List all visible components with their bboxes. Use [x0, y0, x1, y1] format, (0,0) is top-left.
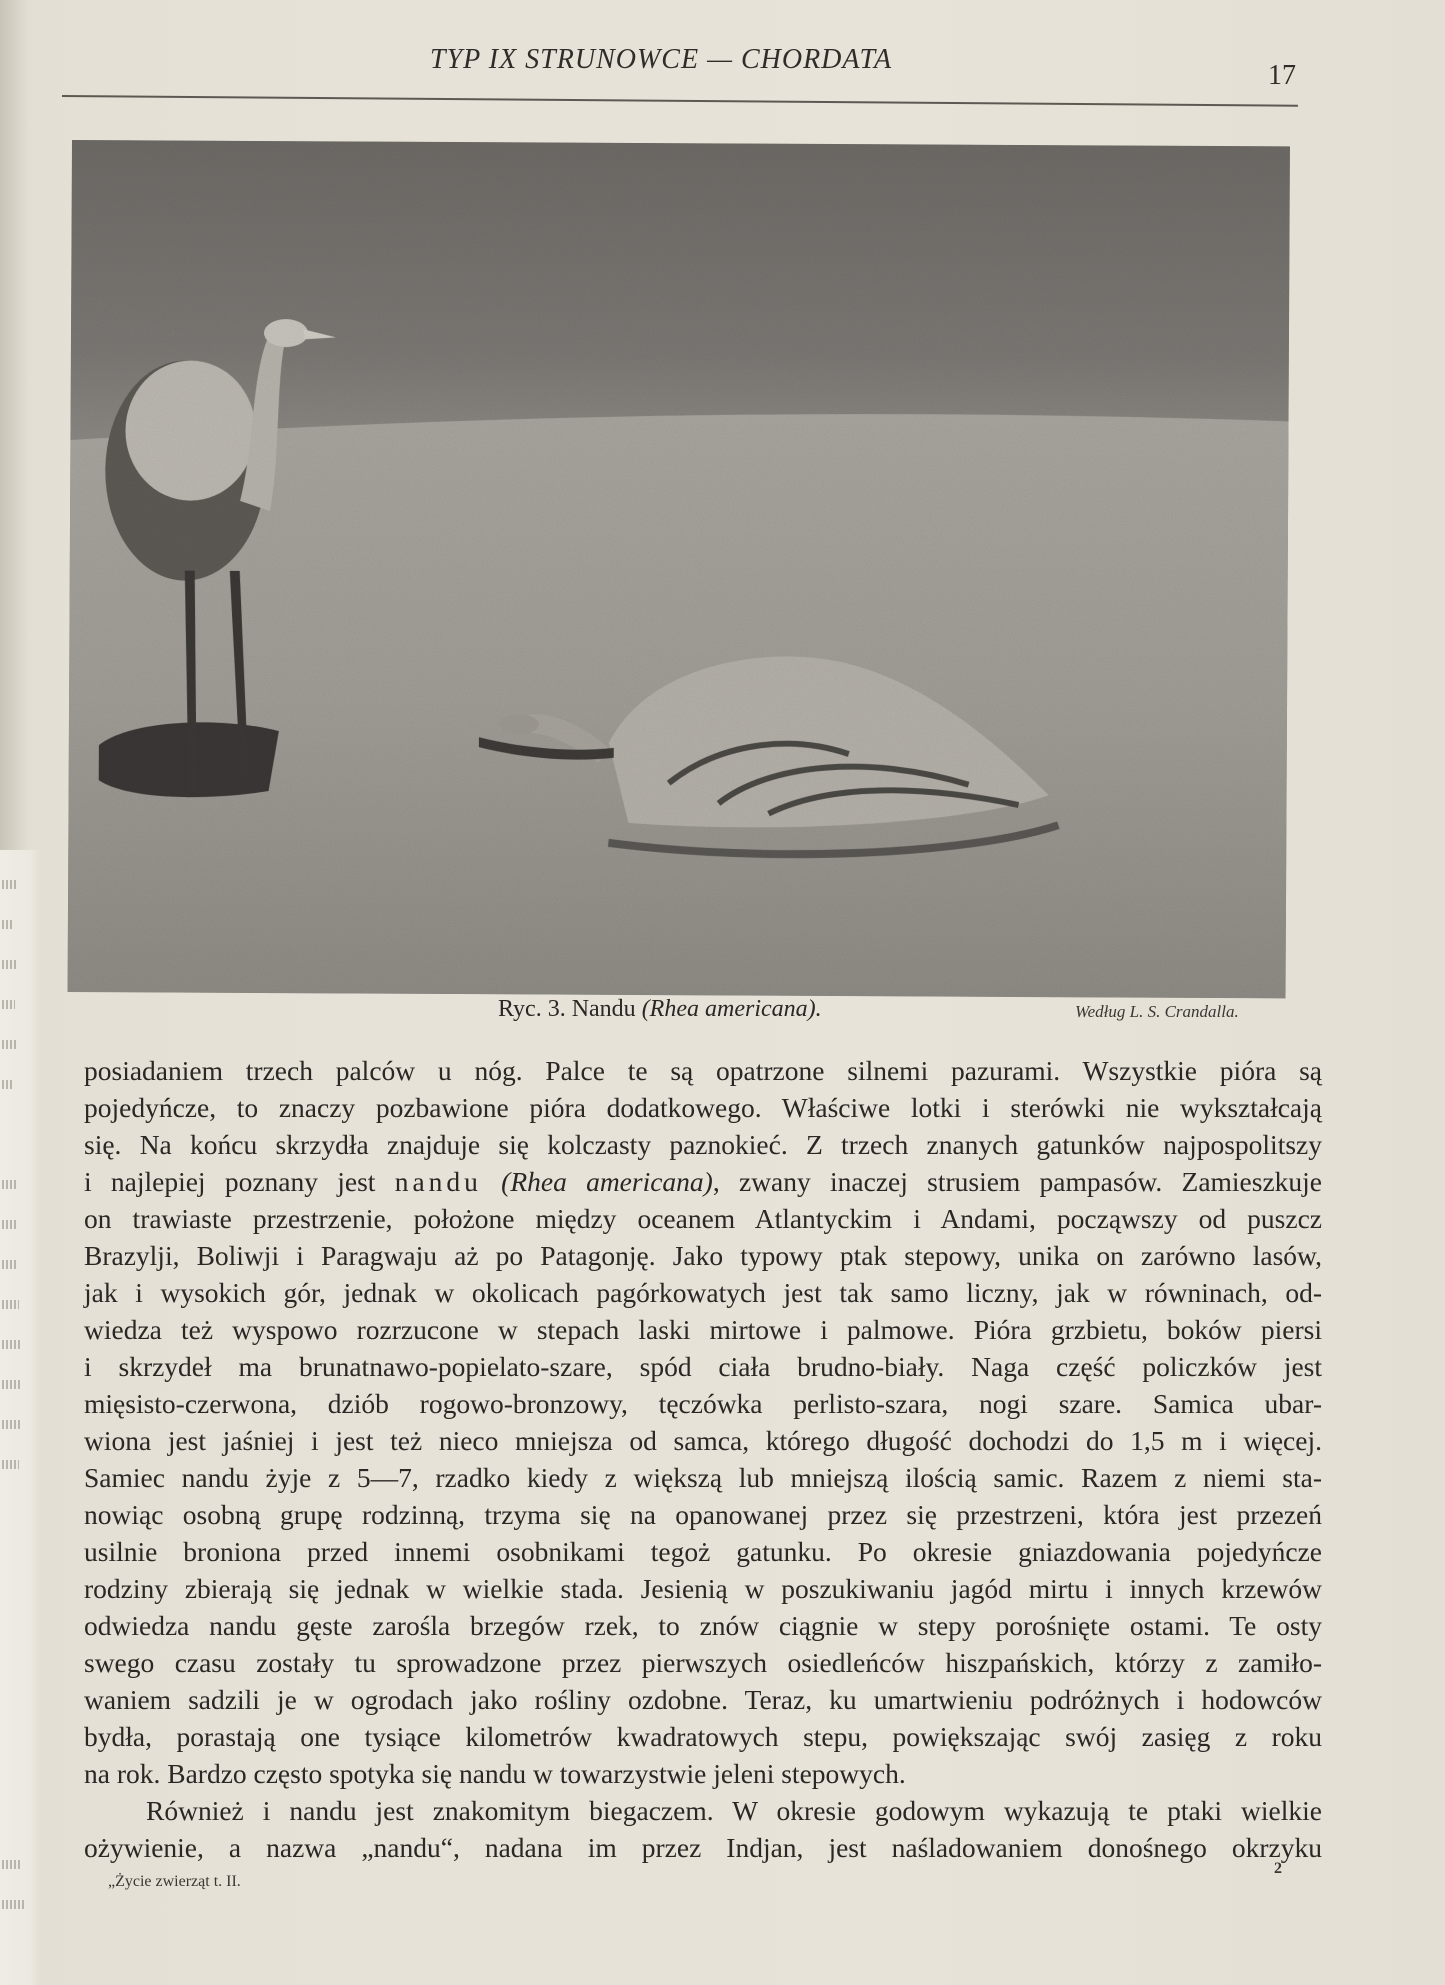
- text-line: Brazylji, Boliwji i Paragwaju aż po Patagonję. Jako typowy ptak stepowy, unika on zarówno lasów,: [84, 1240, 1322, 1271]
- text-line: nowiąc osobną grupę rodzinną, trzyma się na opanowanej przez się przestrzeni, która jest przezeń: [84, 1499, 1322, 1530]
- text-line: mięsisto-czerwona, dziób rogowo-bronzowy, tęczówka perlisto-szara, nogi szare. Samica ubar-: [84, 1388, 1322, 1419]
- text-line: odwiedza nandu gęste zarośla brzegów rzek, to znów ciągnie w stepy porośnięte ostami. Te osty: [84, 1610, 1322, 1641]
- text-line: ożywienie, a nazwa „nandu“, nadana im przez Indjan, jest naśladowaniem donośnego okrzyku: [84, 1832, 1322, 1863]
- text-line: bydła, porastają one tysiące kilometrów kwadratowych stepu, powiększając swój zasięg z roku: [84, 1721, 1322, 1752]
- text-line-with-species: [84, 1163, 1322, 1200]
- facing-page-text-fragment: [2, 1080, 14, 1089]
- text-line: on trawiaste przestrzenie, położone między oceanem Atlantyckim i Andami, począwszy od puszcz: [84, 1203, 1322, 1234]
- body-text: [84, 1052, 1322, 1866]
- facing-page-text-fragment: [2, 1220, 17, 1229]
- facing-page-text-fragment: [2, 1180, 16, 1189]
- text-line: jak i wysokich gór, jednak w okolicach pagórkowatych jest tak samo liczny, jak w równinach, od-: [84, 1277, 1322, 1308]
- text-segment: i najlepiej poznany jest: [84, 1166, 395, 1197]
- facing-page-text-fragment: [2, 920, 14, 929]
- facing-page-text-fragment: [2, 1300, 19, 1309]
- scientific-name: (Rhea americana): [481, 1166, 713, 1197]
- spaced-term-nandu: nandu: [394, 1166, 482, 1197]
- page-number: 17: [1268, 60, 1296, 91]
- facing-page-text-fragment: [2, 1900, 24, 1909]
- facing-page-text-fragment: [2, 1460, 19, 1469]
- footer-book-title: „Życie zwierząt t. II.: [108, 1873, 241, 1890]
- facing-page-text-fragment: [2, 1420, 20, 1429]
- facing-page-text-fragment: [2, 1000, 15, 1009]
- facing-page-text-fragment: [2, 1340, 20, 1349]
- text-line-paragraph-end: na rok. Bardzo często spotyka się nandu w towarzystwie jeleni stepowych.: [84, 1758, 906, 1789]
- text-line: rodziny zbierają się jednak w wielkie stada. Jesienią w poszukiwaniu jagód mirtu i innych krzewów: [84, 1573, 1322, 1604]
- text-line: pojedyńcze, to znaczy pozbawione pióra dodatkowego. Właściwe lotki i sterówki nie wykształcają: [84, 1092, 1322, 1123]
- facing-page-text-fragment: [2, 960, 17, 969]
- standing-rhea-head: [264, 319, 308, 347]
- text-line: posiadaniem trzech palców u nóg. Palce te są opatrzone silnemi pazurami. Wszystkie pióra są: [84, 1055, 1322, 1086]
- text-line: usilnie broniona przed innemi osobnikami tegoż gatunku. Po okresie gniazdowania pojedyńcze: [84, 1536, 1322, 1567]
- text-segment: , zwany inaczej strusiem pampasów. Zamieszkuje: [712, 1166, 1323, 1197]
- running-head: TYP IX STRUNOWCE — CHORDATA: [430, 44, 893, 75]
- footer-signature-mark: 2: [1274, 1860, 1282, 1877]
- figure-caption-label: Ryc. 3. Nandu: [498, 996, 642, 1022]
- header-rule: [62, 95, 1298, 107]
- text-line: się. Na końcu skrzydła znajduje się kolczasty paznokieć. Z trzech znanych gatunków najpospolitszy: [84, 1129, 1322, 1160]
- text-line: waniem sadzili je w ogrodach jako rośliny ozdobne. Teraz, ku umartwieniu podróżnych i hodowców: [84, 1684, 1322, 1715]
- rhea-photo-illustration: [68, 140, 1290, 998]
- text-line: wiedza też wyspowo rozrzucone w stepach laski mirtowe i palmowe. Pióra grzbietu, boków piersi: [84, 1314, 1322, 1345]
- text-line-paragraph-start: Również i nandu jest znakomitym biegaczem. W okresie godowym wykazują te ptaki wielkie: [146, 1795, 1322, 1826]
- figure-photo-rhea: [68, 140, 1290, 998]
- figure-caption: [498, 996, 822, 1023]
- text-line: i skrzydeł ma brunatnawo-popielato-szare, spód ciała brudno-biały. Naga część policzków jest: [84, 1351, 1322, 1382]
- facing-page-edge: [0, 850, 40, 1985]
- text-line: swego czasu zostały tu sprowadzone przez pierwszych osiedleńców hiszpańskich, którzy z zamiło-: [84, 1647, 1322, 1678]
- facing-page-text-fragment: [2, 1260, 18, 1269]
- facing-page-text-fragment: [2, 1860, 22, 1869]
- text-line: wiona jest jaśniej i jest też nieco mniejsza od samca, którego długość dochodzi do 1,5 m i więcej.: [84, 1425, 1322, 1456]
- text-line: Samiec nandu żyje z 5—7, rzadko kiedy z większą lub mniejszą ilością samic. Razem z niemi sta-: [84, 1462, 1322, 1493]
- facing-page-text-fragment: [2, 880, 16, 889]
- facing-page-text-fragment: [2, 1380, 21, 1389]
- facing-page-text-fragment: [2, 1040, 16, 1049]
- figure-credit: Według L. S. Crandalla.: [1075, 1002, 1239, 1021]
- figure-caption-scientific-name: (Rhea americana).: [641, 996, 822, 1022]
